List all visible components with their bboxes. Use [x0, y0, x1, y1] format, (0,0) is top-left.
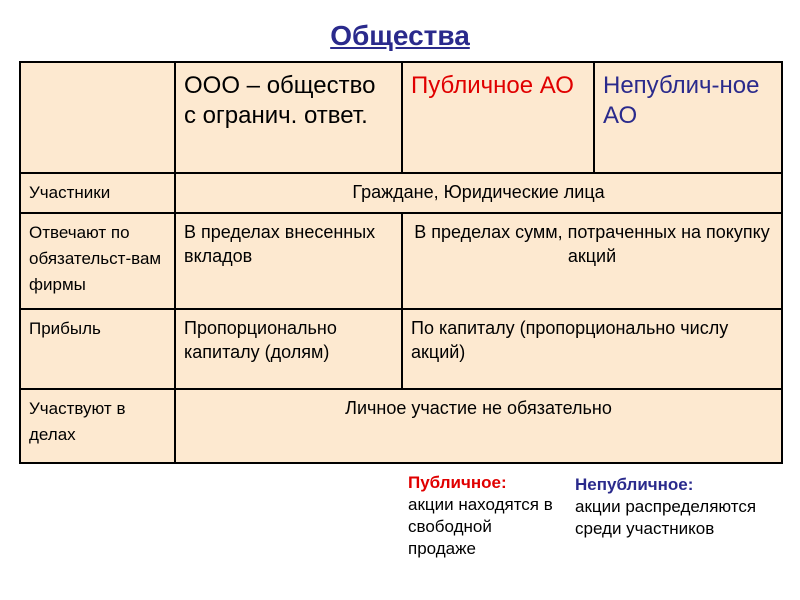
row-label: Отвечают по обязательст-вам фирмы	[20, 213, 175, 309]
table-row	[20, 213, 782, 309]
nonpublic-note-label: Непубличное:	[575, 475, 694, 494]
row-ao-value: В пределах сумм, потраченных на покупку акций	[402, 213, 782, 309]
header-nonpublic-ao: Непублич-ное АО	[594, 62, 782, 173]
row-ao-value: По капиталу (пропорционально числу акций)	[402, 309, 782, 389]
header-ooo: ООО – общество с огранич. ответ.	[175, 62, 402, 173]
header-empty-cell	[20, 62, 175, 173]
row-ooo-value: Пропорционально капиталу (долям)	[175, 309, 402, 389]
public-note-label: Публичное:	[408, 473, 507, 492]
table-row	[20, 309, 782, 389]
row-ooo-value: В пределах внесенных вкладов	[175, 213, 402, 309]
row-label: Участвуют в делах	[20, 389, 175, 463]
nonpublic-note	[575, 474, 790, 540]
table-row	[20, 389, 782, 463]
row-merged-value: Личное участие не обязательно	[175, 389, 782, 463]
row-merged-value: Граждане, Юридические лица	[175, 173, 782, 213]
row-label: Участники	[20, 173, 175, 213]
societies-table	[19, 61, 783, 464]
nonpublic-note-text: акции распределяются среди участников	[575, 497, 757, 538]
public-note-text: акции находятся в свободной продаже	[408, 495, 553, 558]
row-label: Прибыль	[20, 309, 175, 389]
header-public-ao: Публичное АО	[402, 62, 594, 173]
table-header-row	[20, 62, 782, 173]
page-title: Общества	[330, 20, 470, 51]
table-row	[20, 173, 782, 213]
public-note	[408, 472, 558, 560]
